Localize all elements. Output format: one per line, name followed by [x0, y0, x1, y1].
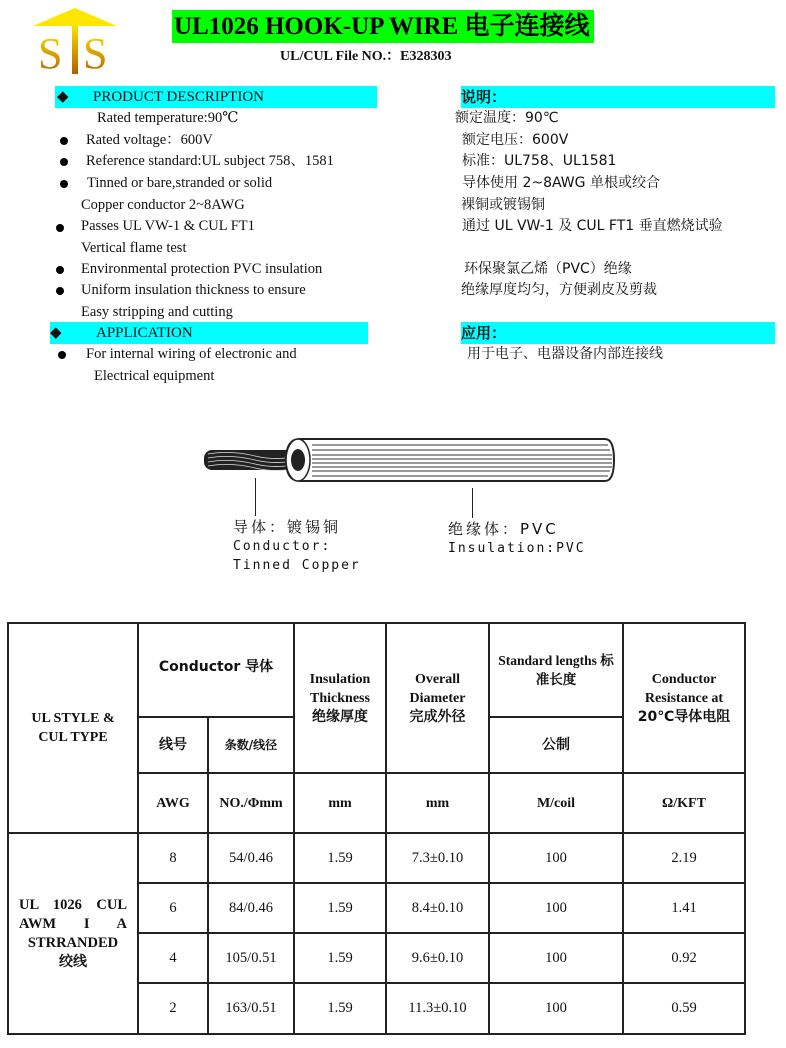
cell-insulation: 1.59 — [294, 883, 386, 933]
cell-length: 100 — [489, 933, 623, 983]
desc-item: Rated temperature:90℃ — [97, 110, 239, 126]
desc-item: Passes UL VW-1 & CUL FT1 — [81, 218, 255, 234]
table-row — [8, 833, 745, 883]
diamond-bullet-icon: ◆ — [50, 325, 62, 341]
cn-item: 裸铜或镀锡铜 — [461, 197, 545, 213]
bullet-icon — [60, 158, 68, 166]
cell-insulation: 1.59 — [294, 833, 386, 883]
cell-awg: 8 — [138, 833, 208, 883]
cn-item: 环保聚氯乙烯（PVC）绝缘 — [464, 261, 632, 277]
cell-strand: 84/0.46 — [208, 883, 294, 933]
desc-item: Easy stripping and cutting — [81, 304, 233, 320]
cell-length: 100 — [489, 983, 623, 1034]
cell-diameter: 7.3±0.10 — [386, 833, 489, 883]
header-label: UL STYLE & CUL TYPE — [31, 711, 115, 745]
svg-text:S: S — [83, 29, 108, 74]
cell-awg: 4 — [138, 933, 208, 983]
conductor-label-cn: 导体：镀锡铜 — [233, 518, 342, 536]
cell-diameter: 8.4±0.10 — [386, 883, 489, 933]
conductor-label — [233, 518, 361, 575]
style-name-cell — [8, 833, 138, 1034]
cell-resistance: 1.41 — [623, 883, 745, 933]
cell-strand: 105/0.51 — [208, 933, 294, 983]
header-conductor — [138, 623, 294, 717]
diamond-bullet-icon: ◆ — [57, 89, 69, 105]
bullet-icon — [56, 266, 64, 274]
unit-resistance: Ω/KFT — [623, 773, 745, 833]
insulation-leader-line — [472, 488, 473, 518]
cn-item: 额定电压：600V — [462, 132, 569, 148]
cn-item: 额定温度：90℃ — [455, 110, 559, 126]
heading-label: APPLICATION — [96, 325, 193, 341]
conductor-leader-line — [255, 478, 256, 516]
cell-awg: 6 — [138, 883, 208, 933]
desc-item: Vertical flame test — [81, 240, 187, 256]
header-label: Overall Diameter — [409, 671, 466, 706]
style-name-cn: 绞线 — [59, 953, 87, 970]
header-length — [489, 623, 623, 717]
cell-diameter: 11.3±0.10 — [386, 983, 489, 1034]
page-title: UL1026 HOOK-UP WIRE 电子连接线 — [172, 10, 594, 43]
svg-text:S: S — [38, 29, 63, 74]
style-name: UL 1026 CUL AWM I A STRRANDED — [19, 896, 127, 951]
insulation-label-en: Insulation:PVC — [448, 541, 586, 556]
cell-resistance: 2.19 — [623, 833, 745, 883]
desc-item: Reference standard:UL subject 758、1581 — [86, 153, 334, 169]
cell-strand: 54/0.46 — [208, 833, 294, 883]
header-style — [8, 623, 138, 833]
cn-item: 导体使用 2~8AWG 单根或绞合 — [462, 175, 660, 191]
header-length-sub: 公制 — [489, 717, 623, 773]
cell-resistance: 0.92 — [623, 933, 745, 983]
header-label-cn: 绝缘厚度 — [312, 708, 368, 725]
header-label: Insulation Thickness — [309, 671, 371, 706]
heading-label: 应用： — [461, 324, 507, 342]
bullet-icon — [56, 224, 64, 232]
desc-item: Tinned or bare,stranded or solid — [87, 175, 273, 191]
bullet-icon — [60, 137, 68, 145]
header-resistance — [623, 623, 745, 773]
product-description-heading — [55, 86, 377, 108]
heading-label: 说明： — [461, 88, 507, 106]
desc-item: Uniform insulation thickness to ensure — [81, 282, 306, 298]
unit-awg: AWG — [138, 773, 208, 833]
bullet-icon — [60, 180, 68, 188]
cell-diameter: 9.6±0.10 — [386, 933, 489, 983]
insulation-label-cn: 绝缘体：PVC — [448, 520, 559, 538]
cell-length: 100 — [489, 883, 623, 933]
bullet-icon — [58, 351, 66, 359]
cell-insulation: 1.59 — [294, 933, 386, 983]
app-item: For internal wiring of electronic and — [86, 346, 297, 362]
cell-insulation: 1.59 — [294, 983, 386, 1034]
cn-item: 标准：UL758、UL1581 — [462, 153, 617, 169]
header-diameter — [386, 623, 489, 773]
cell-awg: 2 — [138, 983, 208, 1034]
cn-item: 通过 UL VW-1 及 CUL FT1 垂直燃烧试验 — [462, 218, 723, 234]
wire-diagram — [200, 430, 620, 490]
unit-diameter: mm — [386, 773, 489, 833]
file-number: UL/CUL File NO.：E328303 — [280, 49, 452, 64]
header-label: Standard lengths 标准长度 — [498, 653, 614, 687]
sts-logo — [30, 4, 120, 74]
unit-length: M/coil — [489, 773, 623, 833]
header-label: Conductor 导体 — [158, 659, 274, 675]
cell-strand: 163/0.51 — [208, 983, 294, 1034]
conductor-material-label: Tinned Copper — [233, 558, 361, 573]
unit-strand: NO./Φmm — [208, 773, 294, 833]
cn-item: 绝缘厚度均匀，方便剥皮及剪裁 — [461, 282, 657, 298]
application-heading — [50, 322, 368, 344]
cell-length: 100 — [489, 833, 623, 883]
heading-label: PRODUCT DESCRIPTION — [93, 89, 264, 105]
bullet-icon — [56, 287, 64, 295]
desc-item: Rated voltage：600V — [86, 132, 213, 148]
desc-item: Environmental protection PVC insulation — [81, 261, 323, 277]
header-label-cn: 完成外径 — [409, 708, 466, 725]
header-strand-cn: 条数/线径 — [208, 717, 294, 773]
unit-insulation: mm — [294, 773, 386, 833]
cn-application-heading — [461, 322, 775, 344]
header-label-cn: 20℃导体电阻 — [637, 708, 731, 725]
cn-description-heading — [461, 86, 775, 108]
header-label: Conductor Resistance at — [644, 671, 724, 706]
insulation-label — [448, 520, 586, 558]
cell-resistance: 0.59 — [623, 983, 745, 1034]
conductor-label-en: Conductor: — [233, 539, 332, 554]
app-item: Electrical equipment — [94, 368, 215, 384]
cn-app-item: 用于电子、电器设备内部连接线 — [467, 346, 663, 362]
desc-item: Copper conductor 2~8AWG — [81, 197, 245, 213]
header-insulation — [294, 623, 386, 773]
spec-table — [7, 622, 746, 1035]
header-gauge-cn: 线号 — [138, 717, 208, 773]
